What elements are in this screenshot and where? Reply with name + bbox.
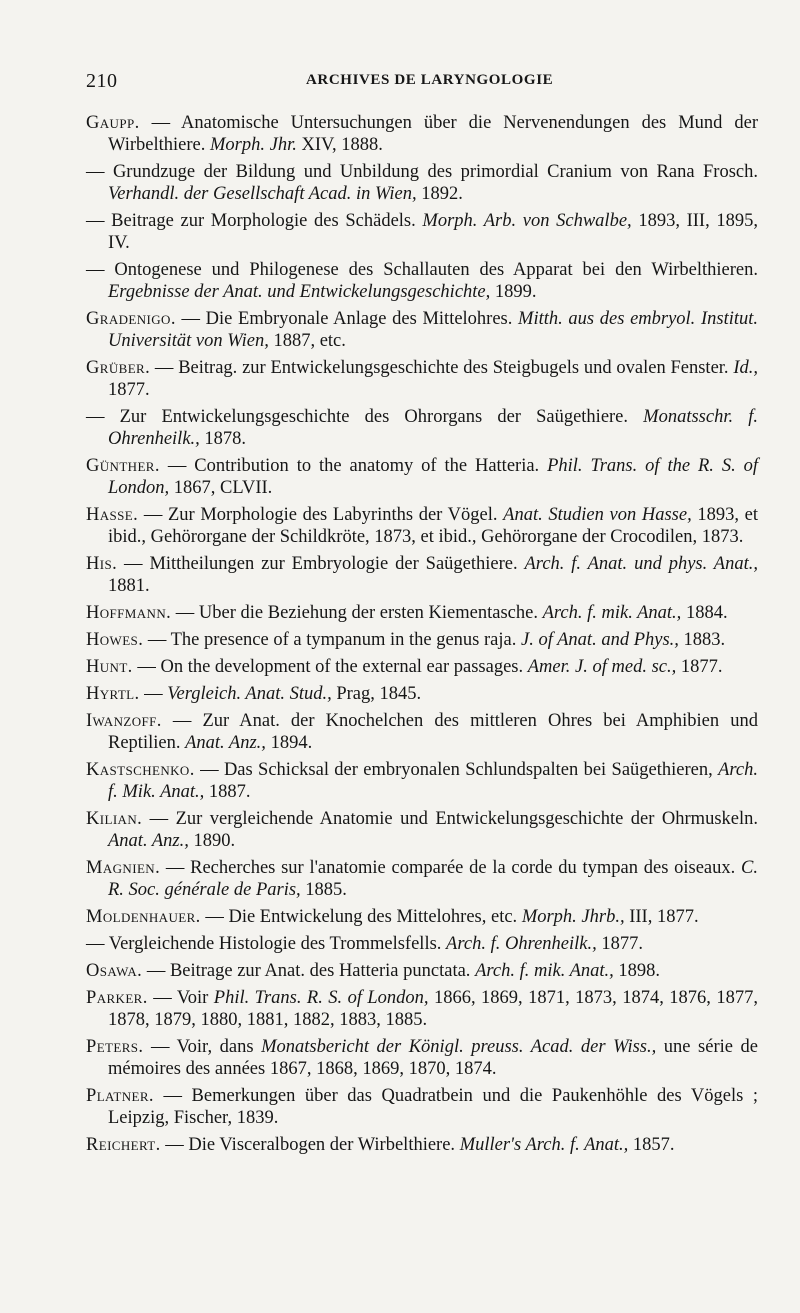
- reference-text: — Contribution to the anatomy of the Hatteria.: [159, 456, 548, 476]
- reference-text: — Voir: [147, 988, 214, 1008]
- reference-entry: [86, 210, 758, 254]
- reference-entry: [86, 933, 758, 955]
- page-number: 210: [86, 70, 118, 92]
- reference-text: — Grundzuge der Bildung und Unbildung des primordial Cranium von Rana Frosch.: [86, 162, 758, 182]
- reference-details: Prag, 1845.: [331, 684, 422, 704]
- reference-author: Magnien.: [86, 858, 161, 878]
- reference-details: 1893, III, 1895, IV.: [108, 211, 758, 253]
- reference-entry: [86, 259, 758, 303]
- reference-author: Gradenigo.: [86, 309, 176, 329]
- reference-entry: [86, 553, 758, 597]
- reference-entry: [86, 357, 758, 401]
- reference-details: 1881.: [108, 576, 150, 596]
- reference-text: — Zur vergleichende Anatomie und Entwickelungsgeschichte der Ohrmuskeln.: [142, 809, 758, 829]
- reference-details: 1892.: [416, 184, 463, 204]
- reference-entry: [86, 406, 758, 450]
- reference-journal: Monatsschr. f. Ohrenheilk.,: [108, 407, 758, 449]
- reference-author: Hoffmann.: [86, 603, 172, 623]
- reference-author: Hunt.: [86, 657, 133, 677]
- reference-author: His.: [86, 554, 118, 574]
- reference-text: — Mittheilungen zur Embryologie der Saügethiere.: [117, 554, 525, 574]
- reference-entry: [86, 112, 758, 156]
- reference-author: Hasse.: [86, 505, 139, 525]
- reference-details: 1884.: [681, 603, 728, 623]
- reference-entry: [86, 1085, 758, 1129]
- reference-entry: [86, 906, 758, 928]
- reference-journal: Anat. Anz.,: [185, 733, 266, 753]
- reference-details: 1867, CLVII.: [169, 478, 273, 498]
- reference-journal: J. of Anat. and Phys.,: [520, 630, 679, 650]
- reference-journal: Morph. Jhrb.,: [521, 907, 625, 927]
- reference-author: Reichert.: [86, 1135, 161, 1155]
- reference-journal: Arch. f. mik. Anat.,: [475, 961, 614, 981]
- reference-entry: [86, 455, 758, 499]
- reference-journal: Morph. Arb. von Schwalbe,: [422, 211, 632, 231]
- reference-details: 1894.: [265, 733, 313, 753]
- reference-author: Moldenhauer.: [86, 907, 201, 927]
- reference-entry: [86, 683, 758, 705]
- reference-journal: C. R. Soc. générale de Paris,: [108, 858, 758, 900]
- reference-entry: [86, 602, 758, 624]
- reference-text: — Ontogenese und Philogenese des Schallauten des Apparat bei den Wirbelthieren.: [86, 260, 758, 280]
- reference-text: — Voir, dans: [143, 1037, 262, 1057]
- reference-journal: Amer. J. of med. sc.,: [527, 657, 677, 677]
- reference-details: 1899.: [490, 282, 537, 302]
- reference-details: 1877.: [596, 934, 643, 954]
- reference-text: — Beitrage zur Anat. des Hatteria punctata.: [142, 961, 476, 981]
- reference-author: Gaupp.: [86, 113, 140, 133]
- reference-text: — Die Embryonale Anlage des Mittelohres.: [175, 309, 519, 329]
- reference-entry: [86, 1036, 758, 1080]
- reference-details: 1893, et ibid., Gehörorgane der Schildkröte, 1873, et ibid., Gehörorgane der Crocodilen, 1873.: [108, 505, 758, 547]
- reference-entry: [86, 308, 758, 352]
- reference-journal: Arch. f. Ohrenheilk.,: [446, 934, 597, 954]
- reference-journal: Anat. Studien von Hasse,: [503, 505, 692, 525]
- reference-details: 1866, 1869, 1871, 1873, 1874, 1876, 1877, 1878, 1879, 1880, 1881, 1882, 1883, 1885.: [108, 988, 758, 1030]
- reference-journal: Vergleich. Anat. Stud.,: [167, 684, 332, 704]
- reference-journal: Id.,: [733, 358, 758, 378]
- reference-journal: Phil. Trans. R. S. of London,: [213, 988, 429, 1008]
- reference-journal: Arch. f. mik. Anat.,: [542, 603, 682, 623]
- reference-text: — Beitrage zur Morphologie des Schädels.: [86, 211, 423, 231]
- reference-text: — Das Schicksal der embryonalen Schlundspalten bei Saügethieren,: [194, 760, 719, 780]
- reference-text: — Bemerkungen über das Quadratbein und die Paukenhöhle des Vögels ; Leipzig, Fischer, 1839.: [108, 1086, 758, 1128]
- reference-text: — Die Visceralbogen der Wirbelthiere.: [160, 1135, 460, 1155]
- reference-journal: Anat. Anz.,: [108, 831, 189, 851]
- reference-entry: [86, 629, 758, 651]
- reference-text: —: [139, 684, 168, 704]
- reference-details: 1878.: [199, 429, 247, 449]
- reference-details: 1887.: [204, 782, 251, 802]
- reference-list: [86, 112, 758, 1161]
- reference-text: — Beitrag. zur Entwickelungsgeschichte des Steigbugels und ovalen Fenster.: [150, 358, 734, 378]
- reference-text: — Zur Anat. der Knochelchen des mittleren Ohres bei Amphibien und Reptilien.: [108, 711, 758, 753]
- reference-author: Hyrtl.: [86, 684, 140, 704]
- reference-details: 1857.: [628, 1135, 675, 1155]
- reference-journal: Mitth. aus des embryol. Institut. Universität von Wien,: [108, 309, 759, 351]
- reference-text: — Zur Entwickelungsgeschichte des Ohrorgans der Saügethiere.: [86, 407, 644, 427]
- reference-journal: Arch. f. Anat. und phys. Anat.,: [524, 554, 758, 574]
- reference-journal: Ergebnisse der Anat. und Entwickelungsgeschichte,: [108, 282, 491, 302]
- reference-details: 1877.: [108, 380, 150, 400]
- reference-entry: [86, 656, 758, 678]
- reference-details: une série de mémoires des années 1867, 1868, 1869, 1870, 1874.: [108, 1037, 758, 1079]
- reference-entry: [86, 987, 758, 1031]
- reference-author: Grüber.: [86, 358, 151, 378]
- reference-entry: [86, 161, 758, 205]
- reference-text: — Recherches sur l'anatomie comparée de la corde du tympan des oiseaux.: [160, 858, 742, 878]
- reference-journal: Muller's Arch. f. Anat.,: [459, 1135, 629, 1155]
- reference-journal: Verhandl. der Gesellschaft Acad. in Wien,: [108, 184, 417, 204]
- reference-text: — Die Entwickelung des Mittelohres, etc.: [200, 907, 522, 927]
- reference-text: — Vergleichende Histologie des Trommelsfells.: [86, 934, 447, 954]
- reference-details: 1890.: [188, 831, 236, 851]
- page-header: [86, 70, 762, 96]
- reference-journal: Morph. Jhr.: [210, 135, 297, 155]
- reference-text: — On the development of the external ear passages.: [132, 657, 528, 677]
- reference-details: 1877.: [676, 657, 723, 677]
- reference-text: — Uber die Beziehung der ersten Kiementasche.: [171, 603, 543, 623]
- reference-journal: Arch. f. Mik. Anat.,: [108, 760, 758, 802]
- reference-author: Howes.: [86, 630, 144, 650]
- reference-journal: Monatsbericht der Königl. preuss. Acad. der Wiss.,: [261, 1037, 657, 1057]
- reference-entry: [86, 857, 758, 901]
- reference-journal: Phil. Trans. of the R. S. of London,: [108, 456, 758, 498]
- reference-author: Kilian.: [86, 809, 143, 829]
- reference-entry: [86, 1134, 758, 1156]
- reference-text: — Zur Morphologie des Labyrinths der Vögel.: [138, 505, 504, 525]
- reference-details: III, 1877.: [624, 907, 699, 927]
- reference-author: Parker.: [86, 988, 148, 1008]
- reference-entry: [86, 960, 758, 982]
- reference-entry: [86, 504, 758, 548]
- reference-author: Iwanzoff.: [86, 711, 162, 731]
- reference-entry: [86, 759, 758, 803]
- reference-details: 1887, etc.: [268, 331, 346, 351]
- reference-author: Peters.: [86, 1037, 144, 1057]
- reference-author: Günther.: [86, 456, 160, 476]
- reference-text: — Anatomische Untersuchungen über die Nervenendungen des Mund der Wirbelthiere.: [108, 113, 758, 155]
- reference-entry: [86, 808, 758, 852]
- reference-details: 1885.: [300, 880, 347, 900]
- reference-details: 1883.: [678, 630, 726, 650]
- reference-author: Osawa.: [86, 961, 143, 981]
- reference-details: XIV, 1888.: [296, 135, 383, 155]
- reference-details: 1898.: [613, 961, 661, 981]
- running-title: ARCHIVES DE LARYNGOLOGIE: [306, 72, 554, 88]
- reference-entry: [86, 710, 758, 754]
- reference-text: — The presence of a tympanum in the genus raja.: [143, 630, 521, 650]
- reference-author: Platner.: [86, 1086, 154, 1106]
- reference-author: Kastschenko.: [86, 760, 195, 780]
